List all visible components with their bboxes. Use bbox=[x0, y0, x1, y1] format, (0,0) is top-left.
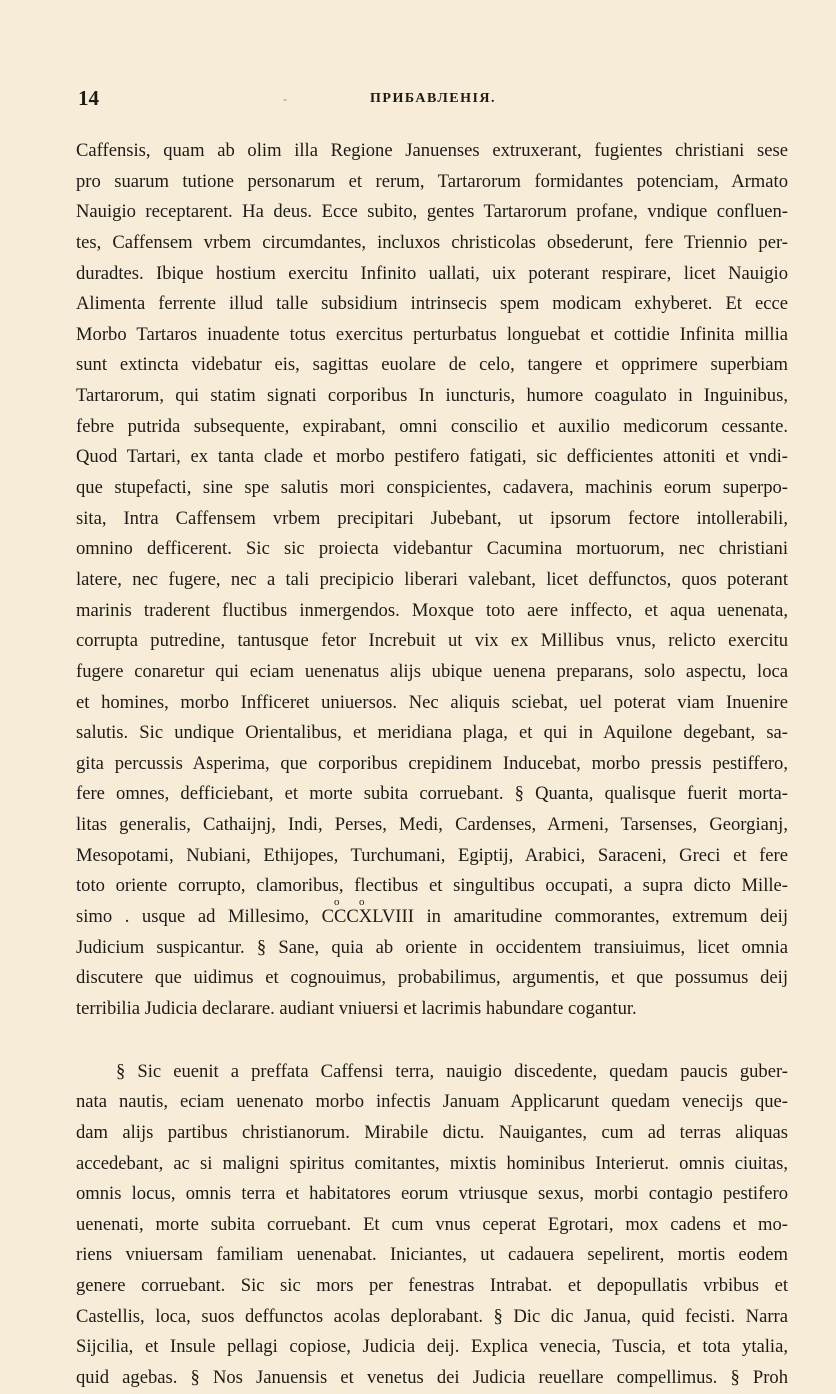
paragraph-1 bbox=[76, 136, 788, 1025]
superscript-marks bbox=[76, 896, 788, 910]
text-line: quid agebas. § Nos Januensis et venetus dei Judicia reuellare compellimus. § Proh bbox=[76, 1366, 788, 1388]
text-line: tes, Caffensem vrbem circumdantes, incluxos christicolas obsederunt, fere Triennio per- bbox=[76, 231, 788, 253]
text-line: discutere que uidimus et cognouimus, probabilimus, argumentis, et que possumus deij bbox=[76, 967, 788, 989]
body-text bbox=[76, 136, 788, 1394]
text-line: litas generalis, Cathaijnj, Indi, Perses, Medi, Cardenses, Armeni, Tarsenses, Georgianj, bbox=[76, 814, 788, 836]
text-line: fugere conaretur qui eciam uenenatus alijs ubique uenena preparans, solo aspectu, loca bbox=[76, 660, 788, 682]
running-title: ПРИБАВЛЕНІЯ. bbox=[370, 91, 497, 106]
paragraph-2 bbox=[76, 1057, 788, 1394]
superscript-o: o bbox=[334, 896, 340, 909]
text-line: que stupefacti, sine spe salutis mori conspicientes, cadavera, machinis eorum superpo- bbox=[76, 477, 788, 499]
text-line: latere, nec fugere, nec a tali precipicio liberari valebant, licet deffunctos, quos poterant bbox=[76, 568, 788, 590]
text-line: riens vniuersam familiam uenenabat. Iniciantes, ut cadauera sepelirent, mortis eodem bbox=[76, 1244, 788, 1266]
text-line: omnis locus, omnis terra et habitatores eorum vtriusque sexus, morbi contagio pestifero bbox=[76, 1183, 788, 1205]
text-line: Alimenta ferrente illud talle subsidium intrinsecis spem modicam exhyberet. Et ecce bbox=[76, 293, 788, 315]
text-line: marinis traderent fluctibus inmergendos. Moxque toto aere inffecto, et aqua uenenata, bbox=[76, 599, 788, 621]
text-line: Castellis, loca, suos deffunctos acolas deplorabant. § Dic dic Janua, quid fecisti. Narra bbox=[76, 1305, 788, 1327]
text-line: Morbo Tartaros inuadente totus exercitus perturbatus longuebat et cottidie Infinita millia bbox=[76, 323, 788, 345]
text-line: Sijcilia, et Insule pellagi copiose, Judicia deij. Explica venecia, Tuscia, et tota ytalia, bbox=[76, 1336, 788, 1358]
text-line: Nauigio receptarent. Ha deus. Ecce subito, gentes Tartarorum profane, vndique confluen- bbox=[76, 201, 788, 223]
text-line: pro suarum tutione personarum et rerum, Tartarorum formidantes potenciam, Armato bbox=[76, 170, 788, 192]
text-line: Tartarorum, qui statim signati corporibus In iuncturis, humore coagulato in Inguinibus, bbox=[76, 385, 788, 407]
text-line: terribilia Judicia declarare. audiant vniuersi et lacrimis habundare cogantur. bbox=[76, 997, 637, 1019]
text-line: duradtes. Ibique hostium exercitu Infinito uallati, uix poterant respirare, licet Nauigio bbox=[76, 262, 788, 284]
text-line: genere corruebant. Sic sic mors per fenestras Intrabat. et depopullatis vrbibus et bbox=[76, 1275, 788, 1297]
text-line: Judicium suspicantur. § Sane, quia ab oriente in occidentem transiuimus, licet omnia bbox=[76, 936, 788, 958]
text-line: uenenati, morte subita corruebant. Et cum vnus ceperat Egrotari, mox cadens et mo- bbox=[76, 1213, 788, 1235]
text-line: accedebant, ac si maligni spiritus comitantes, mixtis hominibus Interierut. omnis ciuitas, bbox=[76, 1152, 788, 1174]
text-line: et homines, morbo Infficeret uniuersos. Nec aliquis sciebat, uel poterat viam Inuenire bbox=[76, 691, 788, 713]
page-number: 14 bbox=[78, 86, 99, 110]
text-line: dam alijs partibus christianorum. Mirabile dictu. Nauigantes, cum ad terras aliquas bbox=[76, 1121, 788, 1143]
text-line: corrupta putredine, tantusque fetor Increbuit ut vix ex Millibus vnus, relicto exercitu bbox=[76, 630, 788, 652]
text-line: toto oriente corrupto, clamoribus, flectibus et singultibus occupati, a supra dicto Mille- bbox=[76, 875, 788, 897]
page-header bbox=[78, 86, 788, 116]
text-line: Mesopotami, Nubiani, Ethijopes, Turchumani, Egiptij, Arabici, Saraceni, Greci et fere bbox=[76, 844, 788, 866]
text-line: nata nautis, eciam uenenato morbo infectis Januam Applicarunt quedam venecijs que- bbox=[76, 1091, 788, 1113]
header-separator: - bbox=[283, 92, 287, 106]
text-line: fere omnes, defficiebant, et morte subita corruebant. § Quanta, qualisque fuerit morta- bbox=[76, 783, 788, 805]
text-line: sita, Intra Caffensem vrbem precipitari Jubebant, ut ipsorum fectore intollerabili, bbox=[76, 507, 788, 529]
text-line: salutis. Sic undique Orientalibus, et meridiana plaga, et qui in Aquilone degebant, sa- bbox=[76, 722, 788, 744]
superscript-o: o bbox=[359, 896, 365, 909]
text-line: simo . usque ad Millesimo, CCCXLVIII in amaritudine commorantes, extremum deij bbox=[76, 906, 788, 928]
text-line: sunt extincta videbatur eis, sagittas euolare de celo, tangere et opprimere superbiam bbox=[76, 354, 788, 376]
text-line: omnino defficerent. Sic sic proiecta videbantur Cacumina mortuorum, nec christiani bbox=[76, 538, 788, 560]
text-line: § Sic euenit a preffata Caffensi terra, nauigio discedente, quedam paucis guber- bbox=[116, 1060, 788, 1082]
text-line: Quod Tartari, ex tanta clade et morbo pestifero fatigati, sic defficientes attoniti et vndi- bbox=[76, 446, 788, 468]
text-line: gita percussis Asperima, que corporibus crepidinem Inducebat, morbo pressis pestiffero, bbox=[76, 752, 788, 774]
text-line: Caffensis, quam ab olim illa Regione Januenses extruxerant, fugientes christiani sese bbox=[76, 140, 788, 161]
text-line: febre putrida subsequente, expirabant, omni conscilio et auxilio medicorum cessante. bbox=[76, 415, 788, 437]
